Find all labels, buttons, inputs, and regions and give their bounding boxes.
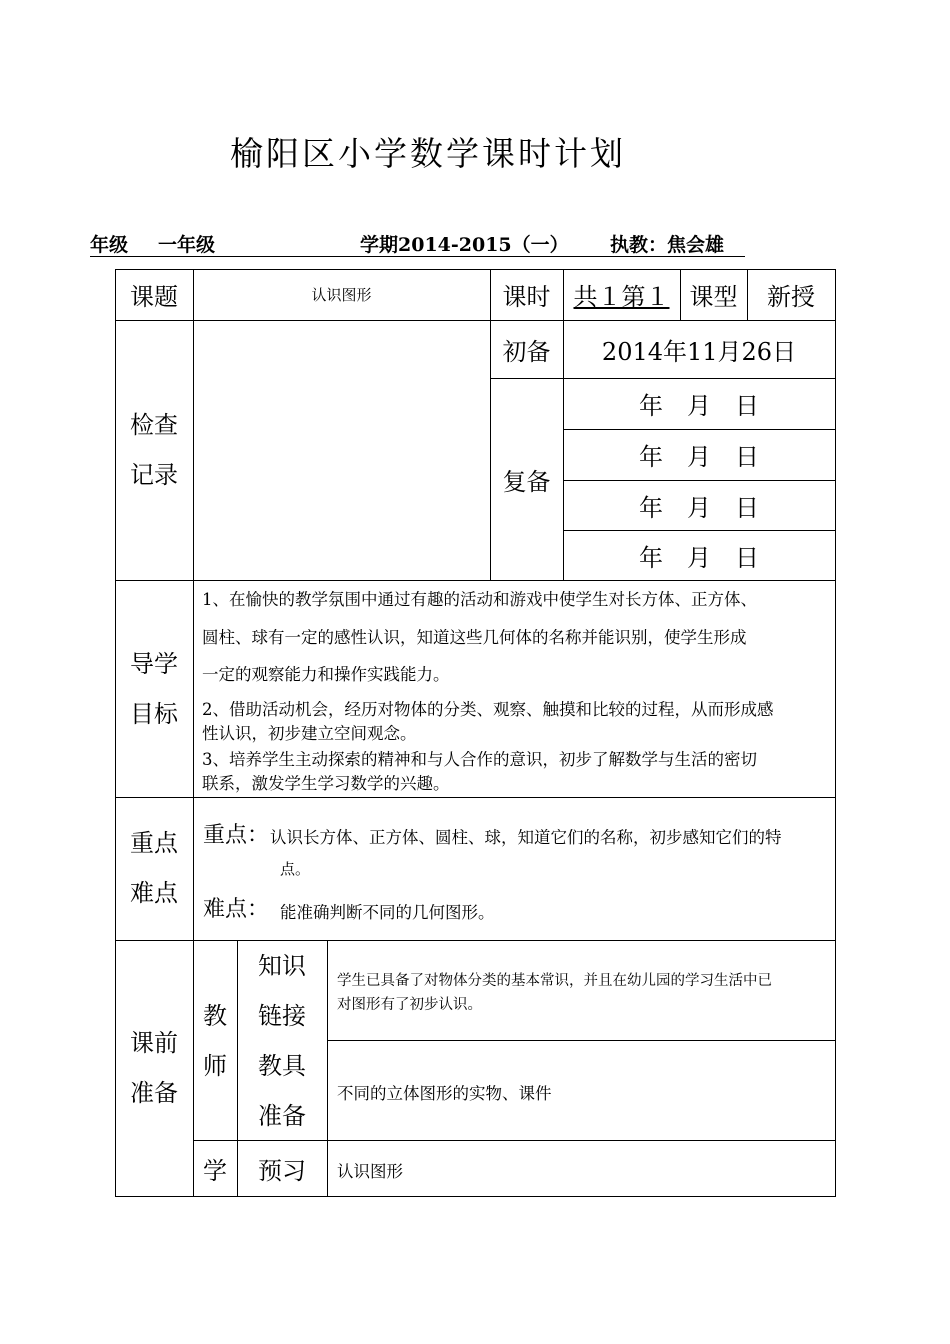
row-divider — [115, 580, 836, 581]
key-point-text-line1: 认识长方体、正方体、圆柱、球，知道它们的名称，初步感知它们的特 — [270, 828, 782, 847]
header-underline — [90, 256, 745, 257]
col-divider — [327, 940, 328, 1196]
period-value-text: 共１第１ — [573, 283, 670, 311]
type-value: 新授 — [767, 283, 815, 311]
goal-line-4: 2、借助活动机会，经历对物体的分类、观察、触摸和比较的过程，从而形成感 — [202, 700, 774, 719]
difficult-point-label: 难点： — [203, 897, 270, 922]
row-divider — [115, 797, 836, 798]
row-divider — [115, 940, 836, 941]
goal-line-6: 3、培养学生主动探索的精神和与人合作的意识，初步了解数学与生活的密切 — [202, 750, 757, 769]
re-prep-label: 复备 — [502, 467, 551, 496]
preview-label: 预习 — [258, 1156, 306, 1185]
knowledge-label-line1: 知识 — [258, 952, 306, 980]
goals-label — [115, 639, 193, 739]
table-border-bottom — [115, 1196, 836, 1197]
goal-line-2: 圆柱、球有一定的感性认识，知道这些几何体的名称并能识别，使学生形成 — [202, 628, 747, 647]
knowledge-link-label — [237, 941, 327, 1041]
period-value — [563, 269, 680, 320]
teacher-label — [193, 991, 237, 1091]
table-border-right — [835, 269, 836, 1196]
tools-label-line2: 准备 — [258, 1102, 306, 1130]
teaching-aids-label — [237, 1041, 327, 1141]
teacher-label-line2: 师 — [203, 1052, 227, 1080]
check-label-line2: 记录 — [130, 461, 178, 489]
knowledge-link-text — [337, 969, 772, 1017]
teacher-label-line1: 教 — [203, 1002, 227, 1030]
knowledge-text-line1: 学生已具备了对物体分类的基本常识，并且在幼儿园的学习生活中已 — [337, 973, 772, 989]
goals-label-line1: 导学 — [130, 650, 178, 678]
key-points-label-line1: 重点 — [130, 829, 178, 857]
grade-label: 年级 — [90, 234, 129, 256]
key-point-text-line2: 点。 — [280, 860, 311, 878]
grade-value: 一年级 — [158, 234, 216, 256]
prep-label-line2: 准备 — [130, 1079, 178, 1107]
key-point-label: 重点： — [203, 823, 270, 848]
type-label: 课型 — [689, 283, 738, 311]
page-title: 榆阳区小学数学课时计划 — [230, 134, 626, 173]
prep-label — [115, 1018, 193, 1118]
goal-line-7: 联系，激发学生学习数学的兴趣。 — [202, 774, 450, 793]
goal-line-3: 一定的观察能力和操作实践能力。 — [202, 665, 450, 684]
tools-label-line1: 教具 — [258, 1052, 306, 1080]
re-prep-date-3: 年 月 日 — [639, 493, 759, 522]
goal-line-5: 性认识，初步建立空间观念。 — [202, 724, 417, 743]
preview-text: 认识图形 — [337, 1162, 403, 1181]
topic-label: 课题 — [130, 283, 178, 311]
prep-label-line1: 课前 — [130, 1029, 178, 1057]
period-label: 课时 — [502, 283, 551, 311]
difficult-point-text: 能准确判断不同的几何图形。 — [280, 903, 495, 922]
teacher-info: 执教：焦会雄 — [610, 234, 725, 256]
teaching-aids-text: 不同的立体图形的实物、课件 — [337, 1084, 552, 1103]
row-divider — [327, 1040, 836, 1041]
first-prep-label: 初备 — [502, 337, 551, 366]
key-points-label-line2: 难点 — [130, 879, 178, 907]
re-prep-date-2: 年 月 日 — [639, 443, 759, 471]
student-label: 学 — [203, 1156, 227, 1185]
check-record-label — [115, 400, 193, 500]
re-prep-date-4: 年 月 日 — [639, 543, 759, 572]
first-prep-date: 2014年11月26日 — [601, 337, 797, 366]
knowledge-label-line2: 链接 — [258, 1002, 306, 1030]
goals-label-line2: 目标 — [130, 700, 178, 728]
key-points-label — [115, 818, 193, 918]
goal-line-1: 1、在愉快的教学氛围中通过有趣的活动和游戏中使学生对长方体、正方体、 — [202, 590, 757, 609]
topic-value: 认识图形 — [311, 286, 372, 304]
check-label-line1: 检查 — [130, 411, 178, 439]
knowledge-text-line2: 对图形有了初步认识。 — [337, 997, 482, 1013]
re-prep-date-1: 年 月 日 — [639, 392, 759, 420]
term-info: 学期2014-2015（一） — [360, 234, 569, 256]
